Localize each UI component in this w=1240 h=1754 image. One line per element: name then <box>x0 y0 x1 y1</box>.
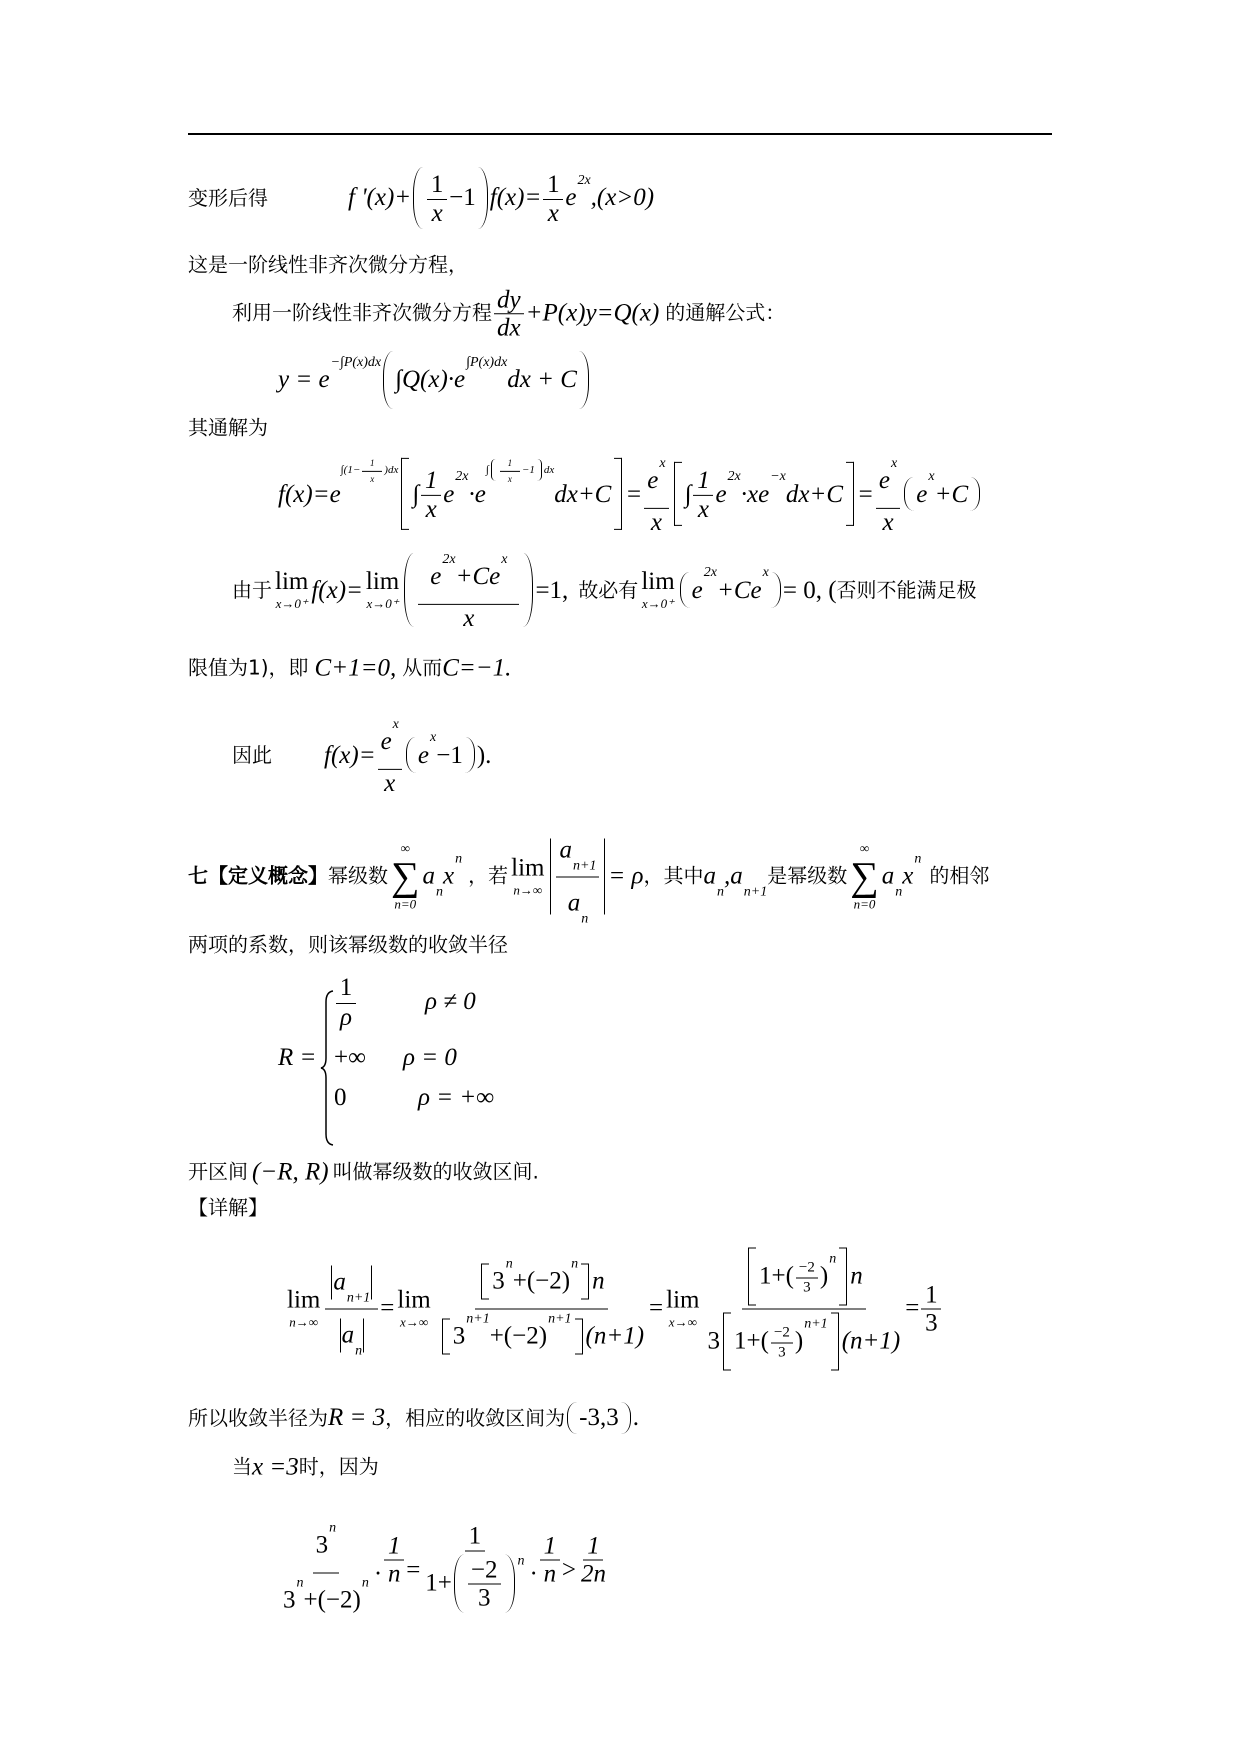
line-general-formula-intro <box>232 286 786 342</box>
fraction: $\frac{1}{2n}$ <box>580 1532 606 1588</box>
right-paren <box>771 572 781 608</box>
fraction-one-third: $\frac{1}{3}$ <box>921 1282 941 1334</box>
text: 当 <box>232 1454 252 1479</box>
math-text: C=−1. <box>442 654 512 682</box>
right-paren <box>621 1402 631 1434</box>
fraction: e x x <box>378 716 402 794</box>
superscript: −∫P(x)dx <box>330 355 382 370</box>
left-paren <box>904 477 914 511</box>
math-text: R = 3 <box>328 1404 386 1432</box>
detailed-solution-heading: 【详解】 <box>188 1195 268 1220</box>
line-radius-result: 所以收敛半径为 R = 3 ，相应的收敛区间为 -3,3 . <box>188 1402 639 1434</box>
left-paren <box>413 167 423 229</box>
sum-symbol: ∞ ∑ n=0 <box>850 840 879 911</box>
text: 时，因为 <box>298 1454 379 1479</box>
paragraph-radius-intro: 两项的系数，则该幂级数的收敛半径 <box>188 932 508 957</box>
abs-bar <box>550 838 551 914</box>
math-text: y = e <box>278 366 330 394</box>
line-convergence-interval-def <box>188 1158 539 1186</box>
fraction: 1 1+ $\frac{-2}{3}$ n <box>425 1522 525 1612</box>
left-paren <box>404 553 414 627</box>
text: 叫做幂级数的收敛区间. <box>332 1159 539 1184</box>
right-paren <box>970 477 980 511</box>
fraction-dy-dx: $\frac{dy}{dx}$ <box>494 287 524 339</box>
fraction: 3 n 3 n +(−2) n <box>283 1520 369 1614</box>
math-text: f(x)=e <box>278 480 341 508</box>
fraction: a n+1 a n <box>325 1258 378 1359</box>
piecewise-row-2-value: +∞ <box>334 1043 366 1071</box>
line-definition-concept: 七 【定义概念】 幂级数 ∞ ∑ n=0 a n x n ，若 lim n→∞ a n+1 a n = ρ ，其中 a n ,a n+1 是幂级数 ∞ ∑ n=0 a n x n 的相邻 <box>188 826 989 927</box>
fraction: e 2x +Ce x x <box>418 551 519 629</box>
label: 变形后得 <box>188 185 268 210</box>
fraction: $\frac{1}{n}$ <box>540 1534 560 1586</box>
limit: lim n→∞ <box>511 854 545 897</box>
math-text: ∫Q(x)·e <box>395 366 466 394</box>
fraction: 1+( $\frac{-2}{3}$ ) n n 3 1+( $\frac{-2}{3}$ ) n+1 (n+1) <box>705 1246 904 1371</box>
radius-label: R = <box>278 1043 317 1071</box>
text: 开区间 <box>188 1159 248 1184</box>
label: 因此 <box>232 742 272 767</box>
math-text: +P(x)y=Q(x) <box>525 299 660 327</box>
line-case-x-equals-3 <box>232 1453 379 1481</box>
right-bracket <box>846 462 854 526</box>
line-constant-value <box>188 654 512 682</box>
text: 从而 <box>402 655 443 680</box>
limit: lim x→∞ <box>397 1286 431 1329</box>
right-paren <box>579 351 589 409</box>
math-text: (−R, R) <box>252 1158 329 1186</box>
left-bracket <box>401 458 409 530</box>
fraction: 3 n +(−2) n n 3 n+1 +(−2) n+1 (n+1) <box>436 1256 647 1361</box>
fraction: $\frac{1}{x}$ <box>693 468 713 520</box>
limit: lim x→0⁺ <box>365 568 400 611</box>
math-text: f(x)= <box>324 741 376 769</box>
piecewise-row-2-condition: ρ = 0 <box>403 1043 457 1071</box>
left-paren <box>567 1402 577 1434</box>
math-text: C+1=0, <box>314 654 397 682</box>
limit: lim x→0⁺ <box>275 568 309 611</box>
superscript: ∫(1− $\frac{1}{x}$ )dx <box>340 457 399 484</box>
superscript: 2x <box>577 173 591 188</box>
math-text: =1, <box>535 576 569 604</box>
math-text: x =3 <box>252 1453 299 1481</box>
fraction: e x x <box>876 455 900 533</box>
fraction: $\frac{1}{n}$ <box>384 1534 404 1586</box>
header-rule <box>188 133 1052 135</box>
paragraph-linear-ode: 这是一阶线性非齐次微分方程， <box>188 252 468 277</box>
left-paren <box>383 351 393 409</box>
text: 利用一阶线性非齐次微分方程 <box>232 300 492 325</box>
piecewise-row-1-value: $\frac{1}{\rho}$ <box>334 975 358 1029</box>
text: 是幂级数 <box>767 863 848 888</box>
left-brace <box>320 990 334 1146</box>
math-text: −1 <box>449 184 476 212</box>
line-transformed-equation <box>188 167 654 229</box>
formula-comparison: 3 n 3 n +(−2) n · $\frac{1}{n}$ = 1 1+ $\frac{-2}{3}$ n · $\frac{1}{n}$ > $\frac{1}{2n}$ <box>278 1512 611 1625</box>
formula-general-solution <box>278 351 591 409</box>
right-paren <box>523 553 533 627</box>
math-text: dx + C <box>507 366 577 394</box>
fraction: $\frac{1}{x}$ <box>427 172 447 224</box>
fraction: $\frac{1}{x}$ <box>421 468 441 520</box>
section-number: 七 <box>188 863 208 888</box>
line-final-result: 因此 f(x)= e x x e x −1 ). <box>232 716 492 797</box>
fraction: a n+1 a n <box>556 826 599 927</box>
text: 的通解公式： <box>665 300 786 325</box>
math-text: f(x)= <box>489 184 542 212</box>
superscript: ∫ $\frac{1}{x}$ −1 dx <box>485 457 555 484</box>
section-heading: 【定义概念】 <box>208 863 328 888</box>
text: ，若 <box>468 863 509 888</box>
superscript: ∫P(x)dx <box>466 355 508 370</box>
left-bracket <box>674 462 682 526</box>
left-paren <box>680 572 690 608</box>
abs-bar <box>604 838 605 914</box>
limit: lim n→∞ <box>287 1286 321 1329</box>
text: ，其中 <box>643 863 704 888</box>
right-paren <box>465 737 475 773</box>
right-bracket <box>614 458 622 530</box>
text: 由于 <box>232 577 272 602</box>
formula-ratio-limit: lim n→∞ a n+1 a n = lim x→∞ 3 n +(−2) n n 3 n+1 +(−2) n+1 (n+1) = lim x→∞ 1+( $\frac{-2}{3}$ ) n n 3 1+( $\frac{-2}{3}$ ) n+1 (n+1) = $\frac{1}{3}$ <box>284 1246 943 1371</box>
fraction: e x x <box>644 455 668 533</box>
formula-solution-derivation: f(x)=e ∫(1− $\frac{1}{x}$ )dx ∫ $\frac{1}{x}$ e 2x ·e ∫ $\frac{1}{x}$ −1 dx dx+C = e x x ∫ $\frac{1}{x}$ e 2x ·xe −x dx+C = e x x e x +C <box>278 455 982 533</box>
math-text: f '(x)+ <box>348 184 412 212</box>
piecewise-row-1-condition: ρ ≠ 0 <box>425 987 476 1015</box>
limit: lim x→0⁺ <box>641 568 675 611</box>
left-paren <box>406 737 416 773</box>
text: ，相应的收敛区间为 <box>385 1405 566 1430</box>
line-limit-condition: 由于 lim x→0⁺ f(x)= lim x→0⁺ e 2x +Ce x x =1, 故必有 lim x→0⁺ e 2x +Ce x = 0, ( 否则不能满足极 <box>232 551 977 632</box>
math-text: e <box>565 184 577 212</box>
right-paren <box>478 167 488 229</box>
text: 幂级数 <box>328 863 388 888</box>
limit: lim x→∞ <box>666 1286 700 1329</box>
text: 限值为1)，即 <box>188 655 309 680</box>
fraction: $\frac{1}{x}$ <box>543 172 563 224</box>
text: 所以收敛半径为 <box>188 1405 328 1430</box>
math-text: -3,3 <box>579 1404 619 1432</box>
paragraph-general-solution: 其通解为 <box>188 415 268 440</box>
text: 否则不能满足极 <box>836 577 977 602</box>
text: 故必有 <box>578 577 639 602</box>
piecewise-row-3-condition: ρ = +∞ <box>418 1083 495 1111</box>
math-text: f(x)= <box>311 576 363 604</box>
piecewise-row-3-value: 0 <box>334 1083 347 1111</box>
math-text: ,(x>0) <box>590 184 655 212</box>
text: 的相邻 <box>929 863 990 888</box>
math-text: = 0, ( <box>782 576 837 604</box>
sum-symbol: ∞ ∑ n=0 <box>391 840 420 911</box>
